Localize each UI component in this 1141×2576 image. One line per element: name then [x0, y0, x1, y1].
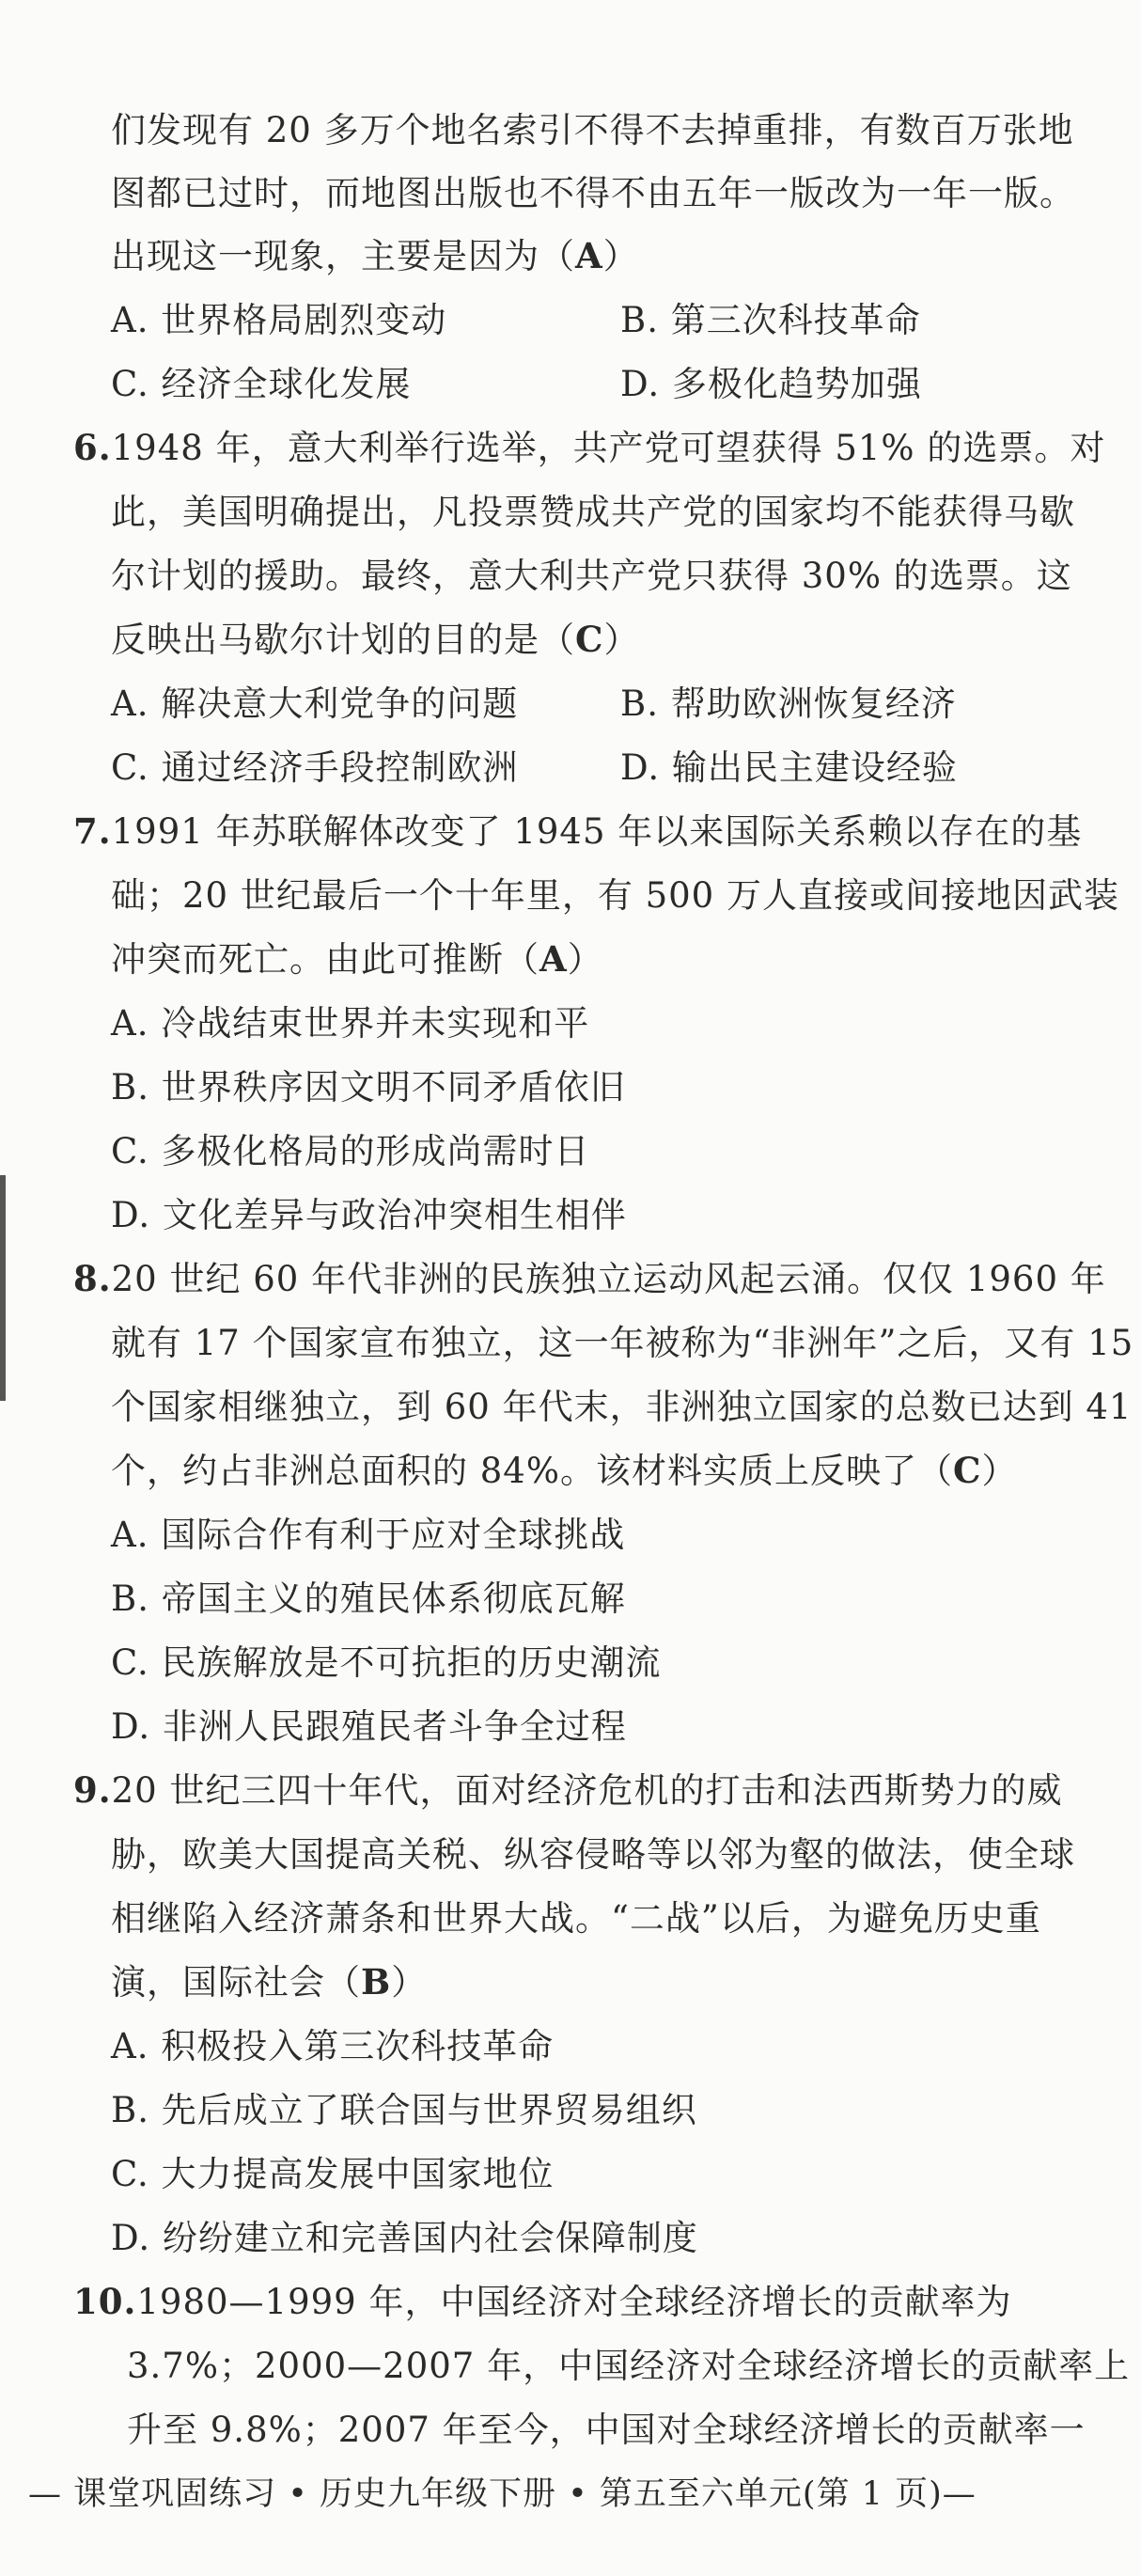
q7-option-a: A. 冷战结束世界并未实现和平 [111, 1003, 590, 1044]
q7-option-c: C. 多极化格局的形成尚需时日 [111, 1131, 590, 1171]
q10-stem-line-2: 3.7%；2000—2007 年，中国经济对全球经济增长的贡献率上 [127, 2346, 1131, 2386]
q7-stem-text-3: 冲突而死亡。由此可推断（ [111, 939, 539, 980]
q8-close-paren: ） [981, 1451, 1018, 1491]
q8-number: 8. [73, 1258, 112, 1299]
q10-stem-text-1: 1980—1999 年，中国经济对全球经济增长的贡献率为 [136, 2282, 1012, 2322]
q6-answer: C [575, 619, 604, 660]
q6-stem-line-4 [111, 619, 640, 660]
q5-stem-line-3 [111, 235, 639, 276]
q6-option-b: B. 帮助欧洲恢复经济 [620, 683, 957, 724]
q6-number: 6. [73, 427, 112, 468]
q5-stem-line-1: 们发现有 20 多万个地名索引不得不去掉重排，有数百万张地 [111, 110, 1074, 150]
q6-stem-line-2: 此，美国明确提出，凡投票赞成共产党的国家均不能获得马歇 [111, 492, 1075, 532]
q9-option-c: C. 大力提高发展中国家地位 [111, 2154, 555, 2194]
q9-close-paren: ） [391, 1962, 428, 2003]
q8-option-a: A. 国际合作有利于应对全球挑战 [111, 1515, 626, 1555]
q7-number: 7. [73, 810, 112, 852]
q5-option-c: C. 经济全球化发展 [111, 364, 412, 404]
q9-number: 9. [73, 1769, 112, 1811]
q9-stem-text-4: 演，国际社会（ [111, 1962, 361, 2003]
q9-stem-line-4 [111, 1961, 428, 2003]
q10-number: 10. [73, 2281, 137, 2322]
q6-stem-text-4: 反映出马歇尔计划的目的是（ [111, 620, 575, 660]
q7-stem-line-2: 础；20 世纪最后一个十年里，有 500 万人直接或间接地因武装 [111, 875, 1119, 916]
q9-stem-line-3: 相继陷入经济萧条和世界大战。“二战”以后，为避免历史重 [111, 1898, 1041, 1939]
q6-option-a: A. 解决意大利党争的问题 [111, 683, 519, 724]
q5-stem-text: 出现这一现象，主要是因为（ [111, 236, 575, 276]
q6-stem-text-1: 1948 年，意大利举行选举，共产党可望获得 51% 的选票。对 [111, 428, 1106, 468]
q8-stem-line-3: 个国家相继独立，到 60 年代末，非洲独立国家的总数已达到 41 [111, 1387, 1133, 1427]
q6-option-c: C. 通过经济手段控制欧洲 [111, 747, 519, 788]
q10-stem-line-1 [73, 2281, 1012, 2322]
q8-stem-line-1 [73, 1258, 1106, 1299]
q7-stem-text-1: 1991 年苏联解体改变了 1945 年以来国际关系赖以存在的基 [111, 811, 1083, 852]
q6-close-paren: ） [603, 620, 640, 660]
q9-option-a: A. 积极投入第三次科技革命 [111, 2026, 555, 2066]
q8-stem-text-4: 个，约占非洲总面积的 84%。该材料实质上反映了（ [111, 1451, 953, 1491]
q7-answer: A [539, 938, 568, 980]
q10-stem-line-3: 升至 9.8%；2007 年至今，中国对全球经济增长的贡献率一 [127, 2410, 1086, 2450]
q8-option-b: B. 帝国主义的殖民体系彻底瓦解 [111, 1579, 626, 1619]
q5-option-b: B. 第三次科技革命 [620, 300, 921, 340]
q7-stem-line-3 [111, 938, 603, 980]
q5-close-paren: ） [602, 236, 639, 276]
page-footer: — 课堂巩固练习 • 历史九年级下册 • 第五至六单元(第 1 页)— [28, 2475, 977, 2513]
q8-option-c: C. 民族解放是不可抗拒的历史潮流 [111, 1642, 662, 1683]
q5-answer: A [575, 235, 603, 276]
q6-option-d: D. 输出民主建设经验 [620, 747, 958, 788]
q9-stem-line-2: 胁，欧美大国提高关税、纵容侵略等以邻为壑的做法，使全球 [111, 1834, 1075, 1875]
q8-option-d: D. 非洲人民跟殖民者斗争全过程 [111, 1706, 627, 1747]
scan-edge-mark [0, 1175, 6, 1401]
q7-option-d: D. 文化差异与政治冲突相生相伴 [111, 1195, 627, 1235]
q8-stem-line-2: 就有 17 个国家宣布独立，这一年被称为“非洲年”之后，又有 15 [111, 1323, 1134, 1363]
q7-option-b: B. 世界秩序因文明不同矛盾依旧 [111, 1067, 626, 1107]
q8-stem-line-4 [111, 1450, 1018, 1491]
q5-stem-line-2: 图都已过时，而地图出版也不得不由五年一版改为一年一版。 [111, 173, 1075, 213]
q8-answer: C [953, 1450, 982, 1491]
q6-stem-line-1 [73, 427, 1106, 468]
q9-stem-line-1 [73, 1769, 1063, 1811]
q9-option-d: D. 纷纷建立和完善国内社会保障制度 [111, 2218, 698, 2258]
q9-option-b: B. 先后成立了联合国与世界贸易组织 [111, 2090, 697, 2130]
q9-answer: B [361, 1961, 392, 2003]
q7-stem-line-1 [73, 810, 1083, 852]
q9-stem-text-1: 20 世纪三四十年代，面对经济危机的打击和法西斯势力的威 [111, 1770, 1063, 1811]
q5-option-d: D. 多极化趋势加强 [620, 364, 922, 404]
q7-close-paren: ） [567, 939, 603, 980]
q8-stem-text-1: 20 世纪 60 年代非洲的民族独立运动风起云涌。仅仅 1960 年 [111, 1259, 1106, 1299]
q5-option-a: A. 世界格局剧烈变动 [111, 300, 447, 340]
q6-stem-line-3: 尔计划的援助。最终，意大利共产党只获得 30% 的选票。这 [111, 556, 1072, 596]
